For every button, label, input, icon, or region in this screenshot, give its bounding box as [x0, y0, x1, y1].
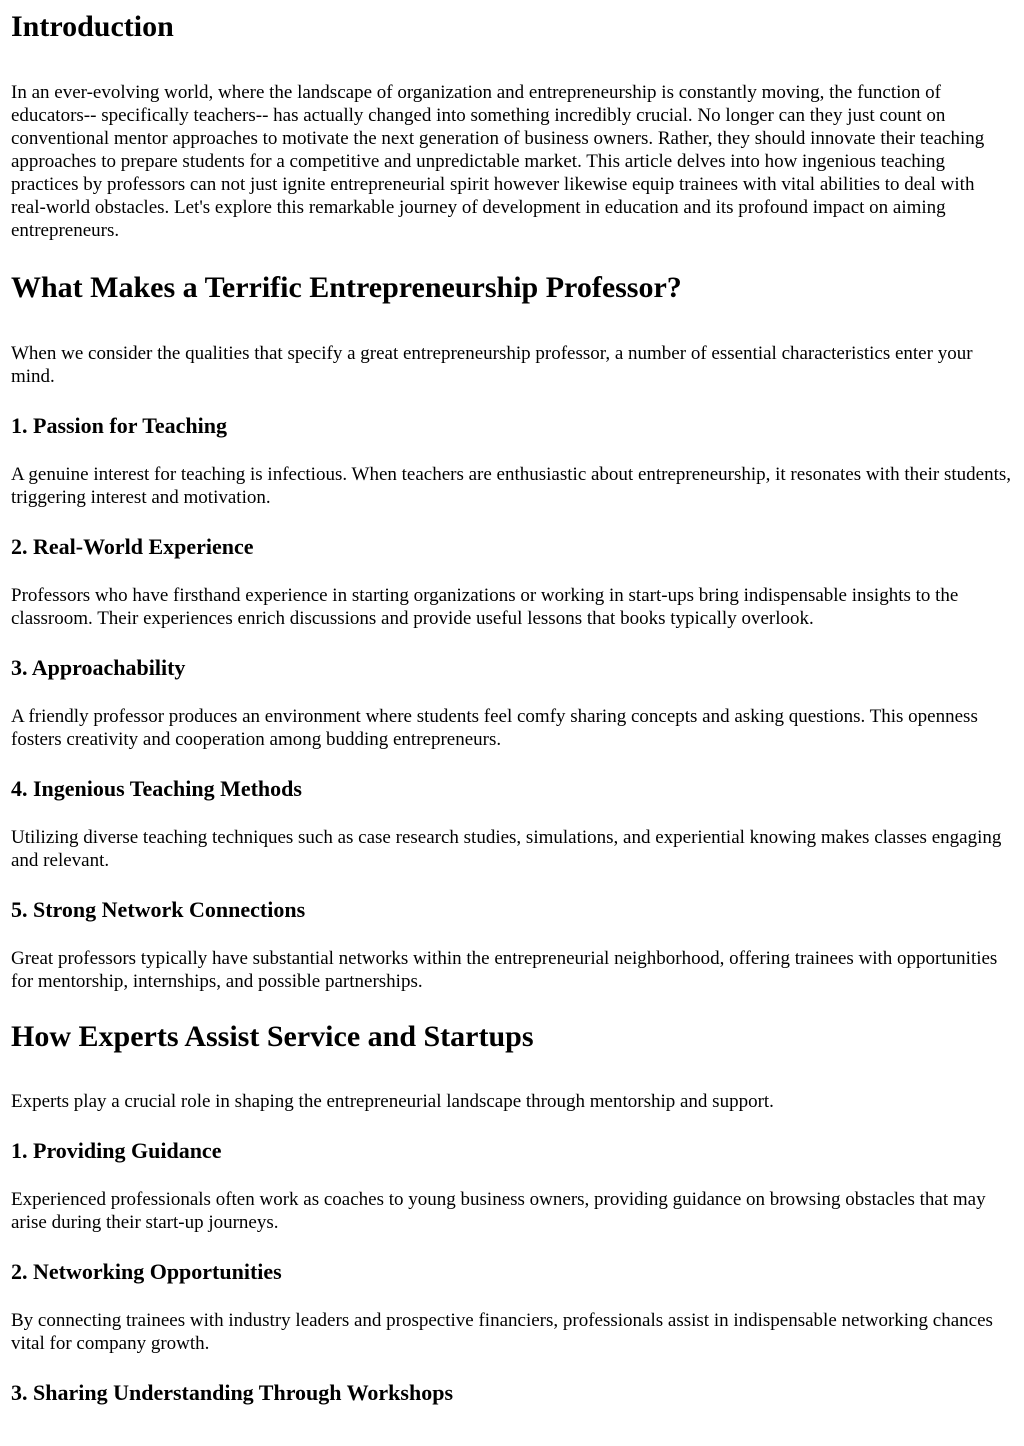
intro-paragraph: In an ever-evolving world, where the landscape of organization and entrepreneurship is constantly moving, the function of educators-- specifically teachers-- has actually changed into something incredibly crucial. No longer can they just count on conventional mentor approaches to motivate the next generation of business owners. Rather, they should innovate their teaching approaches to prepare students for a competitive and unpredictable market. This article delves into how ingenious teaching practices by professors can not just ignite entrepreneurial spirit however likewise equip trainees with vital abilities to deal with real-world obstacles. Let's explore this remarkable journey of development in education and its profound impact on aiming entrepreneurs. [11, 82, 985, 241]
paragraph-network-connections: Great professors typically have substantial networks within the entrepreneurial neighborhood, offering trainees with opportunities for mentorship, internships, and possible partnerships. [11, 948, 998, 992]
paragraph-networking-opportunities: By connecting trainees with industry leaders and prospective financiers, professionals assist in indispensable networking chances vital for company growth. [11, 1310, 993, 1354]
paragraph-real-world-experience: Professors who have firsthand experience in starting organizations or working in start-ups bring indispensable insights to the classroom. Their experiences enrich discussions and provide useful lessons that books typically overlook. [11, 585, 959, 629]
paragraph-providing-guidance: Experienced professionals often work as coaches to young business owners, providing guidance on browsing obstacles that may arise during their start-up journeys. [11, 1189, 986, 1233]
paragraph-approachability: A friendly professor produces an environment where students feel comfy sharing concepts and asking questions. This openness fosters creativity and cooperation among budding entrepreneurs. [11, 706, 978, 750]
subheading-real-world-experience: 2. Real-World Experience [11, 534, 254, 559]
subheading-passion-for-teaching: 1. Passion for Teaching [11, 413, 227, 438]
subheading-teaching-methods: 4. Ingenious Teaching Methods [11, 776, 302, 801]
subheading-networking-opportunities: 2. Networking Opportunities [11, 1259, 282, 1284]
experts-assist-paragraph: Experts play a crucial role in shaping the entrepreneurial landscape through mentorship and support. [11, 1091, 774, 1112]
subheading-sharing-understanding: 3. Sharing Understanding Through Workshops [11, 1380, 454, 1405]
paragraph-teaching-methods: Utilizing diverse teaching techniques such as case research studies, simulations, and experiential knowing makes classes engaging and relevant. [11, 827, 1002, 871]
section-title-experts-assist: How Experts Assist Service and Startups [11, 1020, 534, 1053]
section-title-great-professor: What Makes a Terrific Entrepreneurship Professor? [11, 271, 682, 304]
subheading-network-connections: 5. Strong Network Connections [11, 897, 306, 922]
subheading-approachability: 3. Approachability [11, 655, 186, 680]
great-professor-paragraph: When we consider the qualities that specify a great entrepreneurship professor, a number of essential characteristics enter your mind. [11, 343, 973, 387]
section-title-introduction: Introduction [11, 10, 174, 43]
paragraph-passion-for-teaching: A genuine interest for teaching is infectious. When teachers are enthusiastic about entrepreneurship, it resonates with their students, triggering interest and motivation. [11, 464, 1012, 508]
subheading-providing-guidance: 1. Providing Guidance [11, 1138, 222, 1163]
